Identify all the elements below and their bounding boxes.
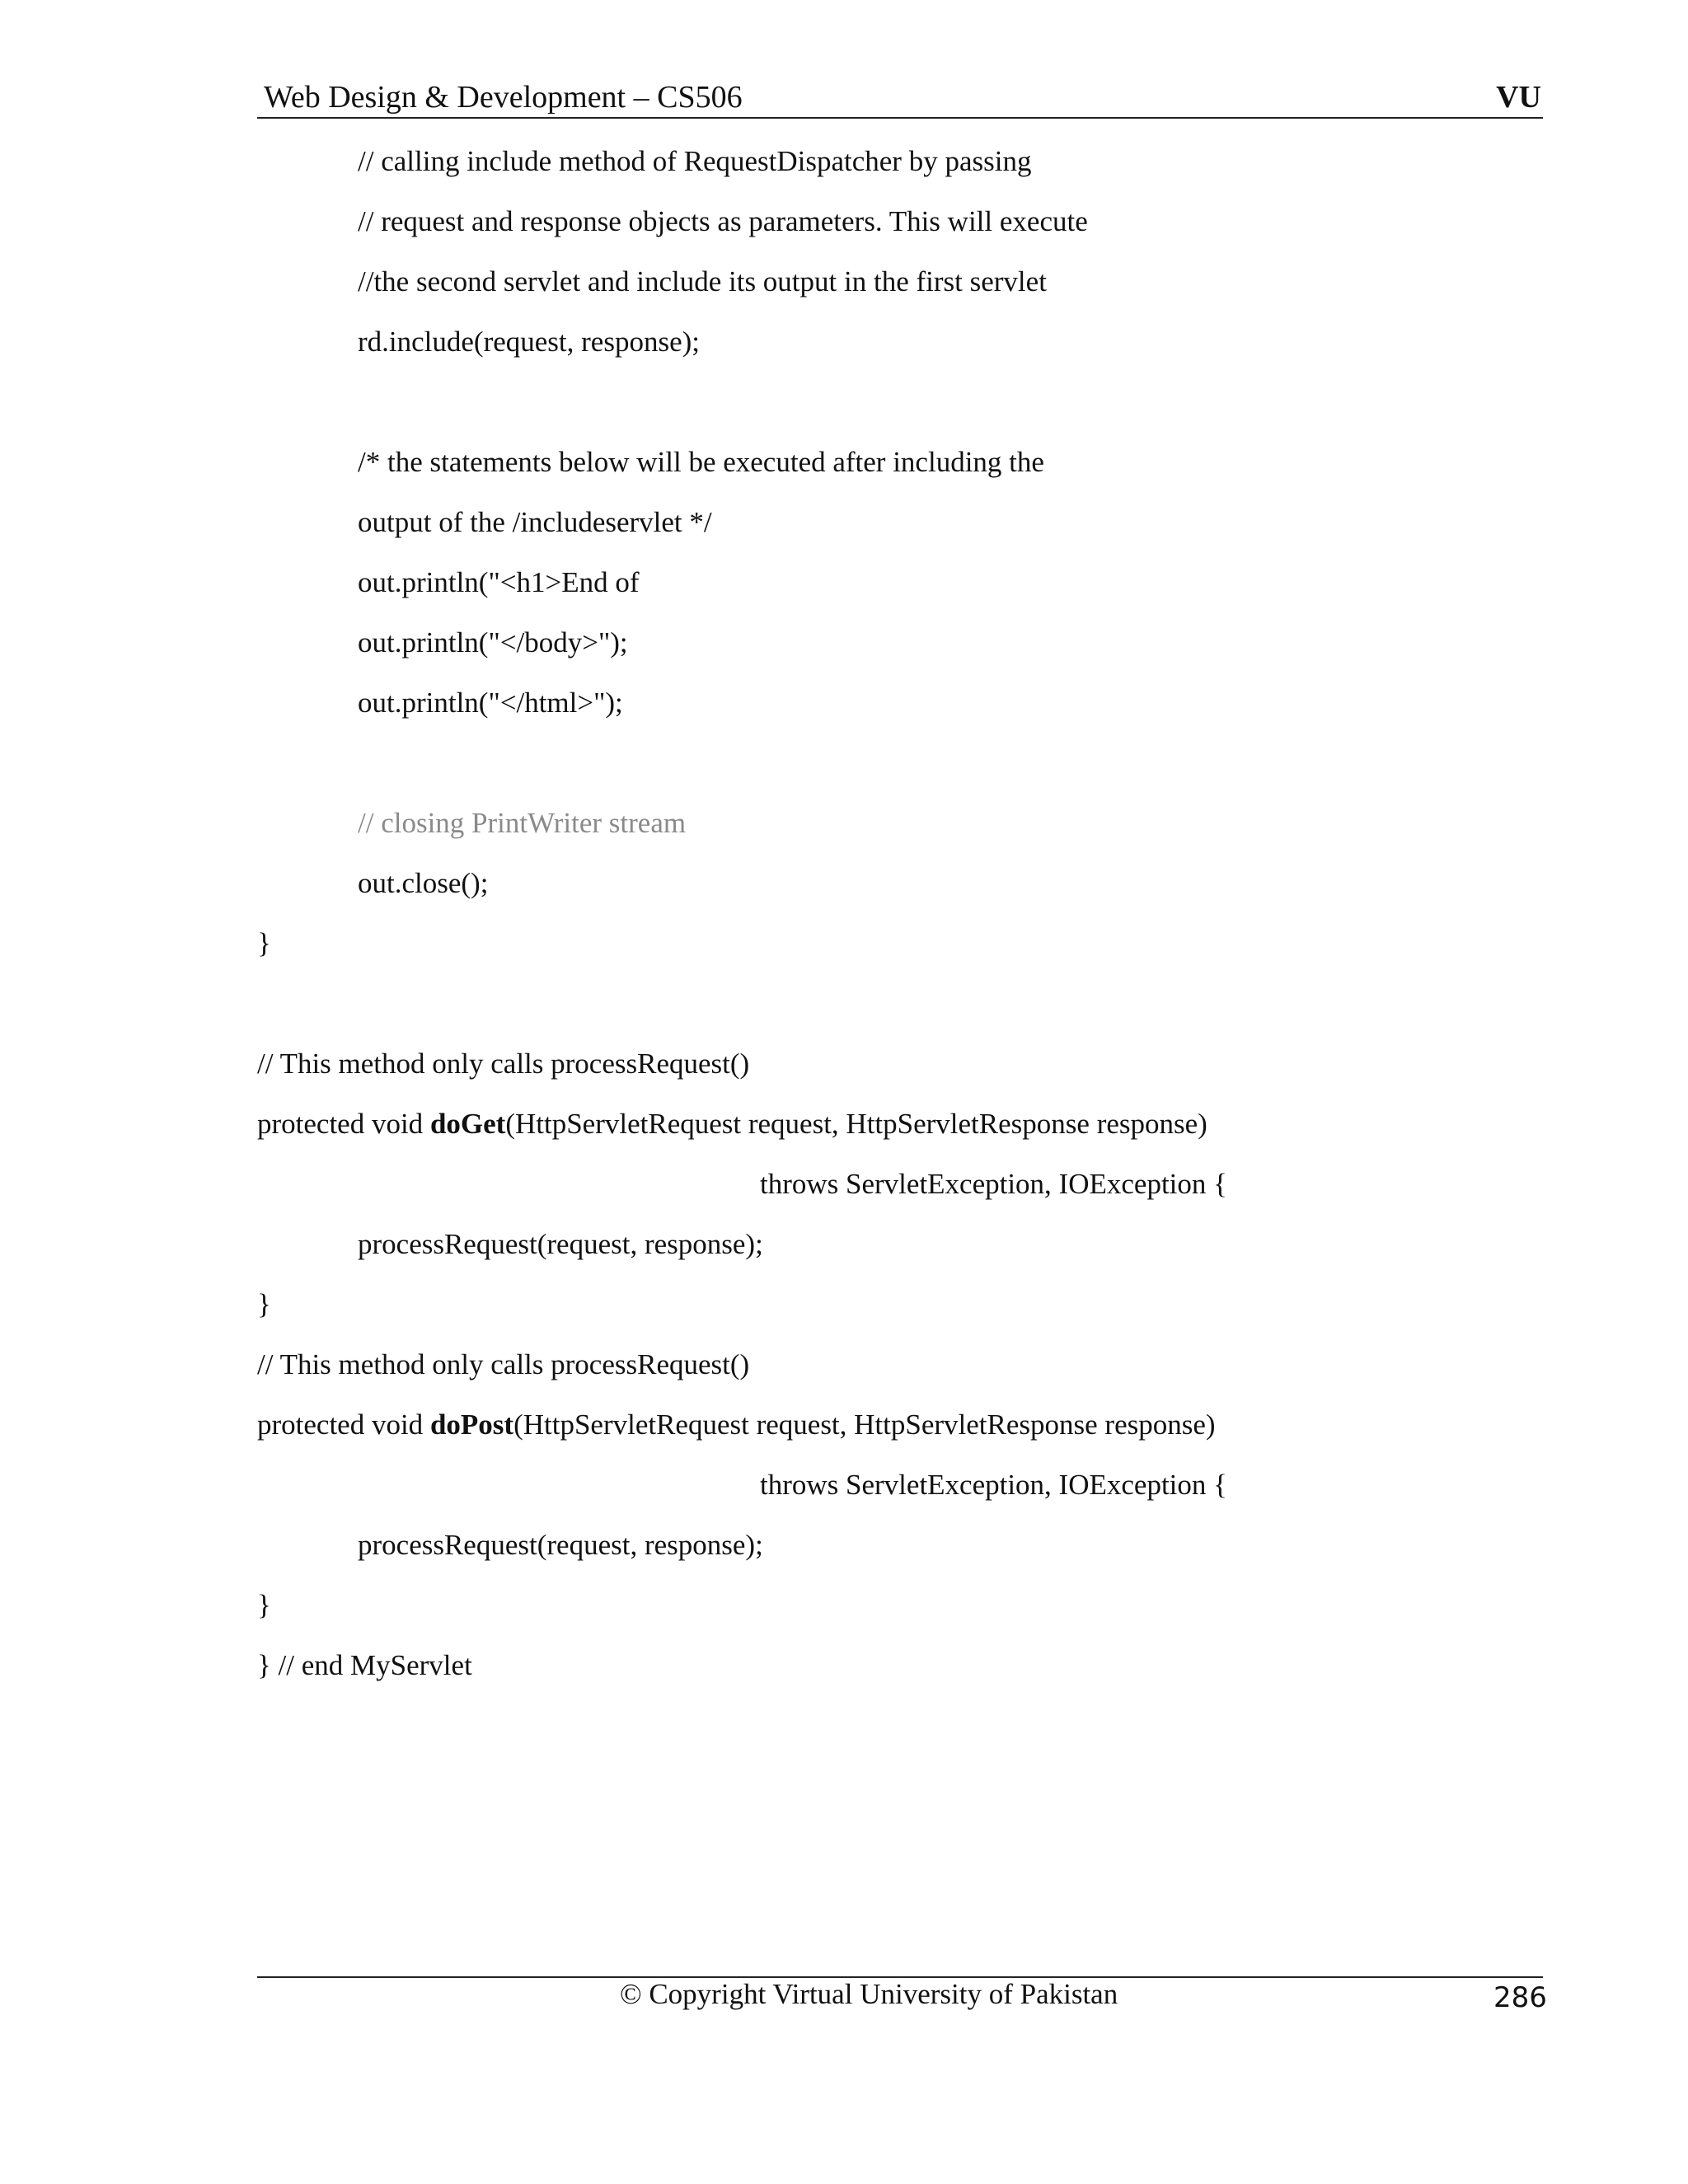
code-line (257, 1408, 1216, 1441)
method-name-doget: doGet (429, 1108, 506, 1140)
code-line (257, 1108, 1207, 1141)
code-line: throws ServletException, IOException { (760, 1168, 1227, 1200)
code-line: // This method only calls processRequest() (257, 1047, 750, 1080)
code-line: processRequest(request, response); (358, 1529, 763, 1561)
code-line: } (257, 1589, 271, 1621)
code-line: } (257, 1288, 271, 1320)
method-name-dopost: doPost (429, 1408, 514, 1441)
code-line: } // end MyServlet (257, 1649, 472, 1681)
footer-copyright: © Copyright Virtual University of Pakistan (620, 1978, 1118, 2010)
code-line: /* the statements below will be executed after including the (358, 446, 1044, 478)
page-header (257, 77, 1543, 119)
code-line: //the second servlet and include its output in the first servlet (358, 265, 1047, 298)
code-line: throws ServletException, IOException { (760, 1469, 1227, 1501)
vu-logo: VU (1496, 80, 1541, 115)
code-comment-line: // closing PrintWriter stream (358, 807, 687, 839)
code-text: protected void (257, 1108, 430, 1140)
code-line: output of the /includeservlet */ (358, 506, 712, 538)
code-line: out.println("</body>"); (358, 626, 628, 658)
code-line: out.println("<h1>End of (358, 566, 640, 598)
code-line: processRequest(request, response); (358, 1228, 763, 1260)
code-line: // This method only calls processRequest() (257, 1348, 750, 1380)
code-line: out.println("</html>"); (358, 687, 623, 719)
page-number: 286 (1493, 1981, 1547, 2014)
code-text: protected void (257, 1408, 430, 1441)
code-text: (HttpServletRequest request, HttpServletResponse response) (513, 1408, 1216, 1441)
code-line: out.close(); (358, 867, 489, 899)
code-line: } (257, 927, 271, 959)
code-line: // calling include method of RequestDispatcher by passing (358, 145, 1032, 177)
document-title: Web Design & Development – CS506 (264, 80, 743, 115)
code-line: // request and response objects as parameters. This will execute (358, 205, 1088, 237)
code-text: (HttpServletRequest request, HttpServletResponse response) (505, 1108, 1207, 1140)
code-line: rd.include(request, response); (358, 326, 700, 358)
